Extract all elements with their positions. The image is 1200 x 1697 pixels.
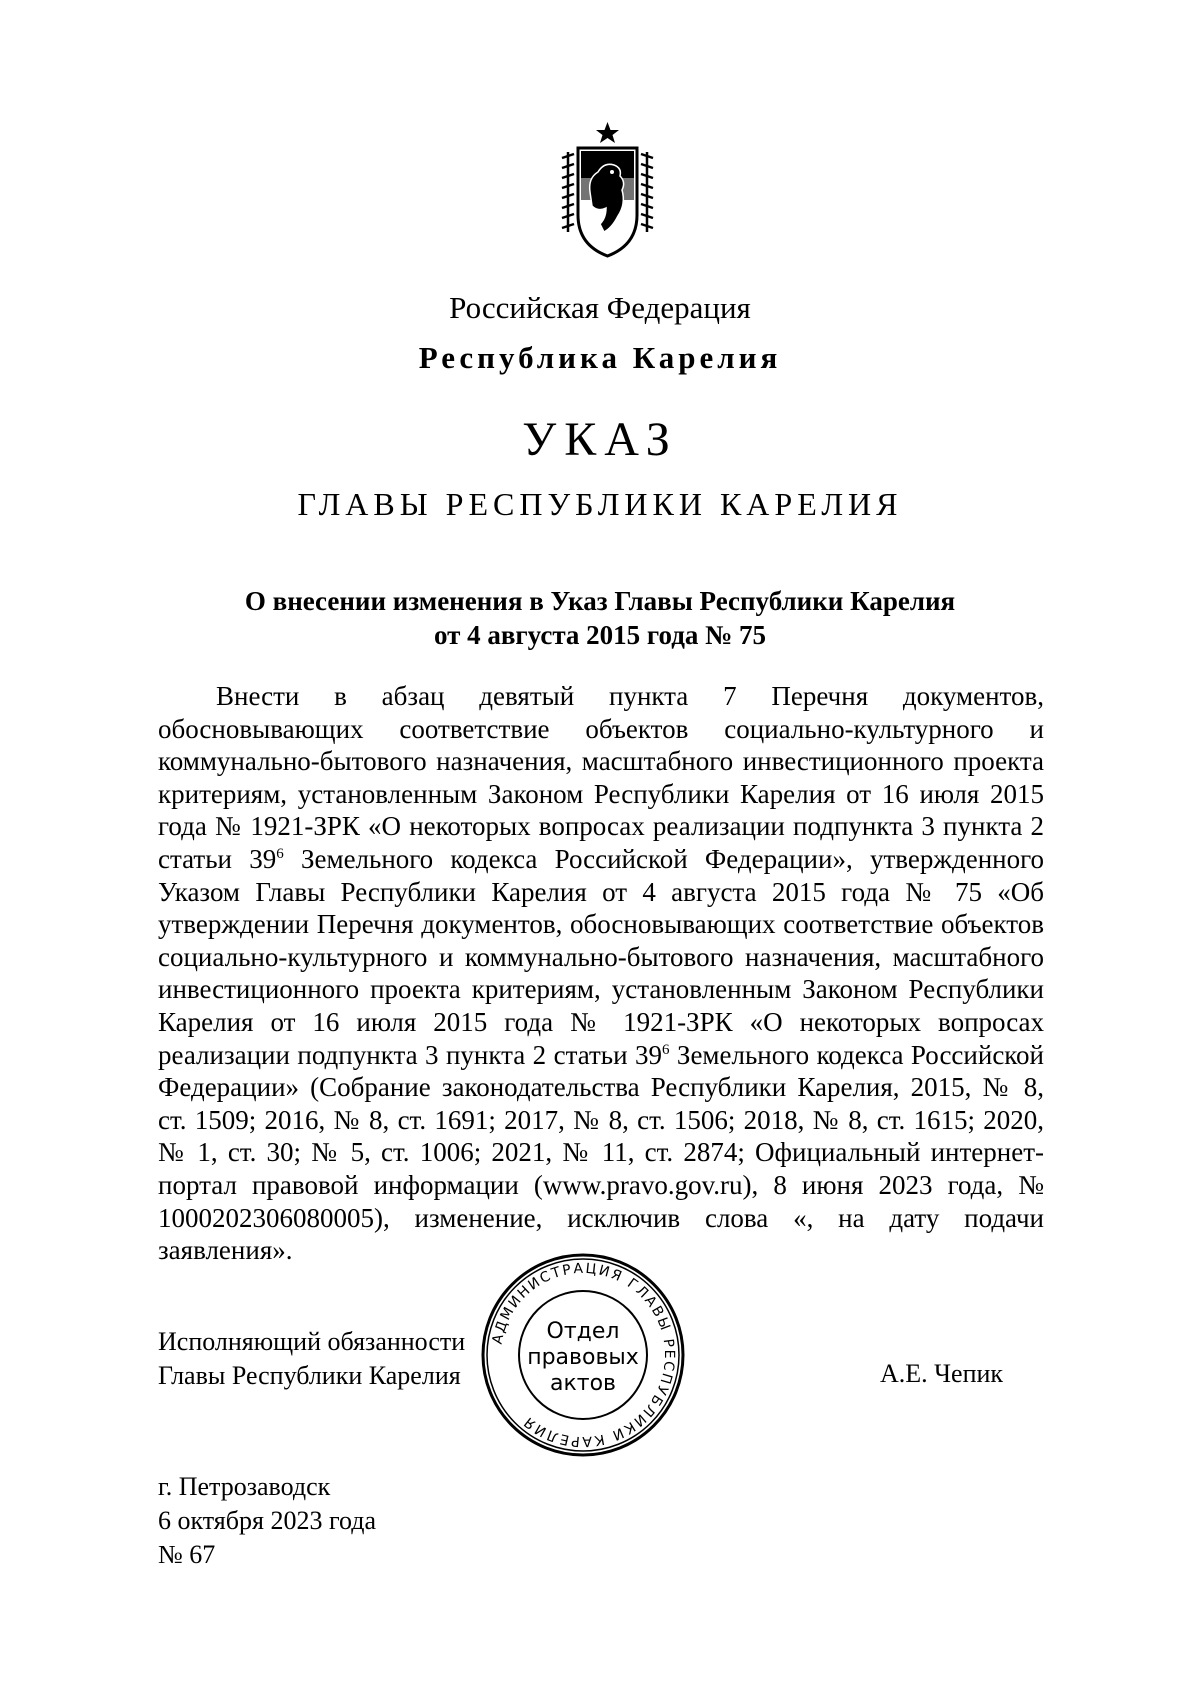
document-title [160, 584, 1040, 652]
issue-date: 6 октября 2023 года [158, 1506, 376, 1535]
issue-city: г. Петрозаводск [158, 1472, 331, 1501]
signatory-position [158, 1325, 465, 1393]
superscript-2: 6 [661, 1041, 670, 1058]
signatory-position-line-1: Исполняющий обязанности [158, 1327, 466, 1356]
body-part-3: Земельного кодекса Российской Федерации» (Собрание законодательства Республики Карелия, 2015, № 8, ст. 1509; 2016, № 8, ст. 1691; 2017, № 8, ст. 1506; 2018, № 8, ст. 1615; 2020, № 1, ст. 30; № 5, ст. 1006; 2021, № 11, ст. 2874; Официальный интернет-портал правовой информации (www.pravo.gov.ru), 8 июня 2023 года, № 1000202306080005), изменение, исключив слова «, на дату подачи заявления». [158, 1039, 1044, 1266]
issuing-authority: ГЛАВЫ РЕСПУБЛИКИ КАРЕЛИЯ [297, 486, 903, 522]
karelia-coat-of-arms-icon [560, 120, 655, 260]
signatory-name: А.Е. Чепик [880, 1359, 1004, 1388]
svg-text:актов: актов [549, 1371, 617, 1396]
decree-number: № 67 [158, 1540, 216, 1569]
body-part-2: Земельного кодекса Российской Федерации», утвержденного Указом Главы Республики Карелия от 4 августа 2015 года № 75 «Об утверждении Перечня документов, обосновывающих соответствие объектов социально-культурного и коммунально-бытового назначения, масштабного инвестиционного проекта критериям, установленным Законом Республики Карелия от 16 июля 2015 года № 1921-ЗРК «О некоторых вопросах реализации подпункта 3 пункта 2 статьи 39 [158, 843, 1044, 1070]
issue-details [158, 1470, 376, 1572]
official-stamp [478, 1250, 688, 1460]
title-line-1: О внесении изменения в Указ Главы Республики Карелия [244, 586, 956, 616]
svg-text:правовых: правовых [527, 1345, 639, 1370]
superscript-1: 6 [276, 845, 284, 862]
body-part-1: Внести в абзац девятый пункта 7 Перечня документов, обосновывающих соответствие объектов социально-культурного и коммунально-бытового назначения, масштабного инвестиционного проекта критериям, установленным Законом Республики Карелия от 16 июля 2015 года № 1921-ЗРК «О некоторых вопросах реализации подпункта 3 пункта 2 статьи 39 [158, 681, 1044, 874]
svg-text:АДМИНИСТРАЦИЯ ГЛАВЫ РЕСПУБЛИКИ: АДМИНИСТРАЦИЯ ГЛАВЫ РЕСПУБЛИКИ КАРЕЛИЯ [489, 1260, 678, 1450]
country-name: Российская Федерация [449, 290, 751, 325]
republic-name: Республика Карелия [418, 340, 782, 375]
signatory-position-line-2: Главы Республики Карелия [158, 1361, 461, 1390]
title-line-2: от 4 августа 2015 года № 75 [433, 620, 767, 650]
svg-text:Отдел: Отдел [546, 1319, 620, 1344]
document-type: УКАЗ [522, 413, 678, 466]
decree-body [158, 680, 1044, 1267]
